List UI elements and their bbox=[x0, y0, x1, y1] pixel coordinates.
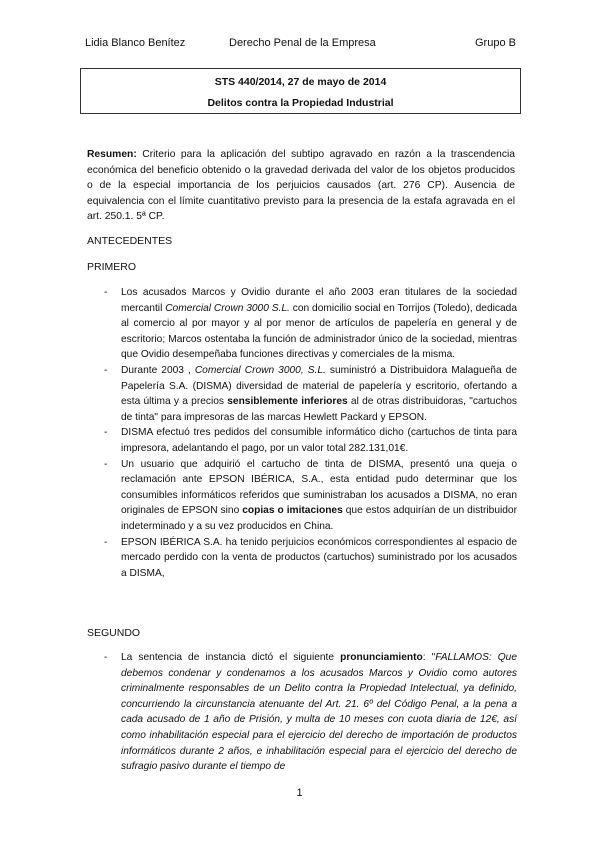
summary-paragraph bbox=[87, 147, 515, 225]
list-item: - Los acusados Marcos y Ovidio durante el año 2003 eran titulares de la sociedad mercantil Comercial Crown 3000 S.L. con domicilio social en Torrijos (Toledo), dedicada al comercio al por mayor y al por menor de artículos de papelería en general y de escritorio; Marcos ostentaba la función de administrador único de la sociedad, mientras que Ovidio desempeñaba funciones directivas y comerciales de la misma. bbox=[104, 285, 517, 363]
section-segundo: SEGUNDO bbox=[87, 627, 141, 639]
summary-label: Resumen: bbox=[87, 149, 137, 160]
section-antecedentes: ANTECEDENTES bbox=[87, 235, 173, 247]
list-item: - La sentencia de instancia dictó el siguiente pronunciamiento: "FALLAMOS: Que debemos condenar y condenamos a los acusados Marcos y Ovidio como autores criminalmente responsables de un Delito contra la Propiedad Intelectual, ya definido, concurriendo la circunstancia atenuante del Art. 21. 6º del Código Penal, a la pena a cada acusado de 1 año de Prisión, y multa de 10 meses con cuota diaria de 12€, así como inhabilitación especial para el ejercicio del derecho de importación de productos informáticos durante 2 años, e inhabilitación especial para el ejercicio del derecho de sufragio pasivo durante el tiempo de bbox=[104, 650, 517, 775]
section-primero: PRIMERO bbox=[87, 261, 137, 273]
list-item: - DISMA efectuó tres pedidos del consumible informático dicho (cartuchos de tinta para impresora, adelantando el pago, por un valor total 282.131,01€. bbox=[104, 425, 517, 456]
segundo-list bbox=[104, 650, 517, 775]
header-course: Derecho Penal de la Empresa bbox=[229, 37, 376, 49]
header-author: Lidia Blanco Benítez bbox=[85, 37, 186, 49]
title-box bbox=[80, 68, 521, 114]
summary-text: Criterio para la aplicación del subtipo agravado en razón a la trascendencia económica del beneficio obtenido o la gravedad derivada del valor de los objetos producidos o de la especial importancia de los perjuicios causados (art. 276 CP). Ausencia de equivalencia con el límite cuantitativo previsto para la presencia de la estafa agravada en el art. 250.1. 5ª CP. bbox=[87, 149, 515, 223]
list-item: - EPSON IBÉRICA S.A. ha tenido perjuicios económicos correspondientes al espacio de mercado perdido con la venta de productos (cartuchos) suministrado por los acusados a DISMA, bbox=[104, 535, 517, 582]
page-number: 1 bbox=[296, 787, 303, 799]
list-item: - Un usuario que adquirió el cartucho de tinta de DISMA, presentó una queja o reclamación ante EPSON IBÉRICA, S.A., esta entidad pudo determinar que los consumibles informáticos referidos que suministraban los acusados a DISMA, no eran originales de EPSON sino copias o imitaciones que estos adquirían de un distribuidor indeterminado y a su vez producidos en China. bbox=[104, 457, 517, 535]
list-item: - Durante 2003 , Comercial Crown 3000, S.L. suministró a Distribuidora Malagueña de Papelería S.A. (DISMA) diversidad de material de papelería y escritorio, ofertando a esta última y a precios sensiblemente inferiores al de otras distribuidoras, "cartuchos de tinta" para impresoras de las marcas Hewlett Packard y EPSON. bbox=[104, 363, 517, 425]
header-group: Grupo B bbox=[475, 37, 516, 49]
primero-list bbox=[104, 285, 517, 581]
case-reference: STS 440/2014, 27 de mayo de 2014 bbox=[214, 76, 387, 88]
case-topic: Delitos contra la Propiedad Industrial bbox=[207, 97, 394, 109]
